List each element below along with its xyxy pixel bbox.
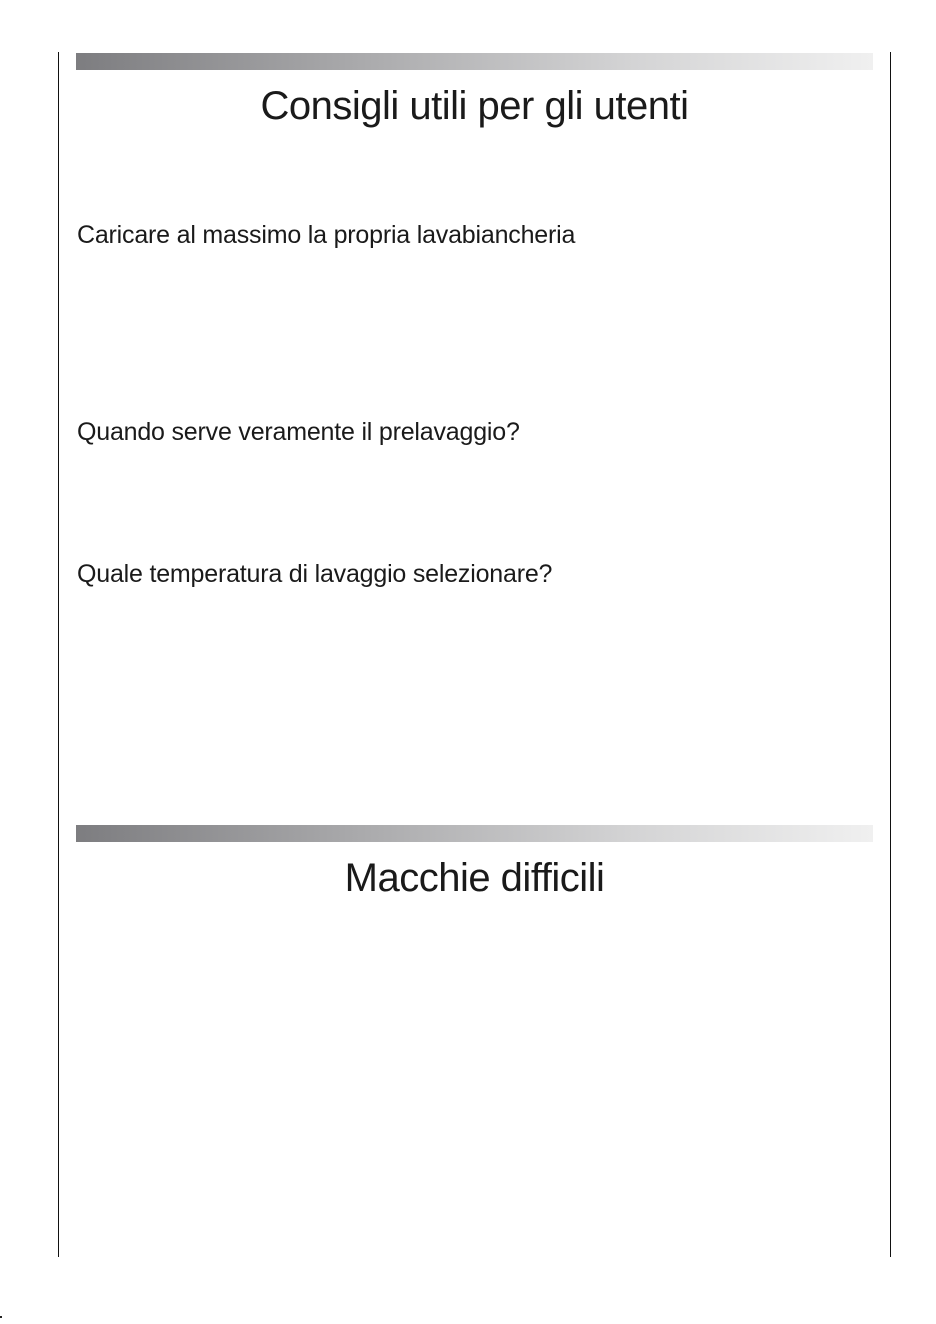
subheading-full-load: Caricare al massimo la propria lavabiancheria: [77, 221, 576, 249]
section-title: Macchie difficili: [344, 856, 605, 900]
page-border-left: [58, 52, 59, 1257]
page-border-right: [890, 52, 891, 1257]
corner-mark: [0, 1316, 2, 1318]
section-header-bar: [76, 825, 873, 842]
subheading-prewash: Quando serve veramente il prelavaggio?: [77, 418, 520, 446]
section-header-bar: [76, 53, 873, 70]
subheading-temperature: Quale temperatura di lavaggio selezionare?: [77, 560, 553, 588]
section-title: Consigli utili per gli utenti: [260, 84, 689, 128]
